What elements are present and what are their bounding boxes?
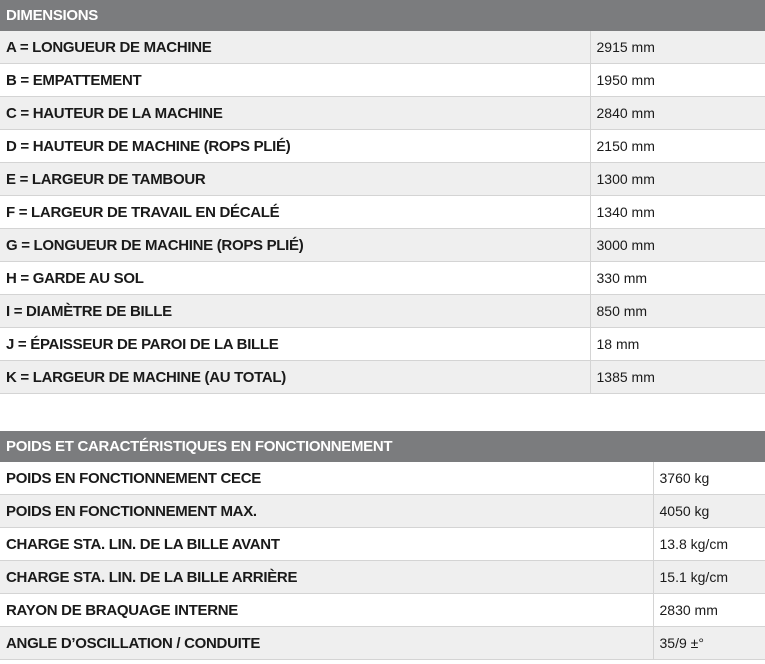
row-label: POIDS EN FONCTIONNEMENT MAX. xyxy=(0,495,653,528)
operating-weights-header-row xyxy=(0,431,765,462)
row-value: 3760 kg xyxy=(653,462,765,495)
dimensions-header-row xyxy=(0,0,765,31)
row-label: G = LONGUEUR DE MACHINE (ROPS PLIÉ) xyxy=(0,229,590,262)
row-value: 13.8 kg/cm xyxy=(653,528,765,561)
operating-weights-row xyxy=(0,561,765,594)
row-value: 35/9 ±° xyxy=(653,627,765,660)
row-value: 4050 kg xyxy=(653,495,765,528)
operating-weights-title: POIDS ET CARACTÉRISTIQUES EN FONCTIONNEMENT xyxy=(0,431,765,462)
row-label: C = HAUTEUR DE LA MACHINE xyxy=(0,97,590,130)
row-value: 850 mm xyxy=(590,295,765,328)
row-label: D = HAUTEUR DE MACHINE (ROPS PLIÉ) xyxy=(0,130,590,163)
row-label: RAYON DE BRAQUAGE INTERNE xyxy=(0,594,653,627)
row-value: 2840 mm xyxy=(590,97,765,130)
row-label: J = ÉPAISSEUR DE PAROI DE LA BILLE xyxy=(0,328,590,361)
row-label: POIDS EN FONCTIONNEMENT CECE xyxy=(0,462,653,495)
operating-weights-row xyxy=(0,528,765,561)
dimensions-row-b xyxy=(0,64,765,97)
row-label: CHARGE STA. LIN. DE LA BILLE AVANT xyxy=(0,528,653,561)
dimensions-row-c xyxy=(0,97,765,130)
row-label: F = LARGEUR DE TRAVAIL EN DÉCALÉ xyxy=(0,196,590,229)
dimensions-row-e xyxy=(0,163,765,196)
dimensions-row-h xyxy=(0,262,765,295)
dimensions-row-j xyxy=(0,328,765,361)
dimensions-row-f xyxy=(0,196,765,229)
row-label: CHARGE STA. LIN. DE LA BILLE ARRIÈRE xyxy=(0,561,653,594)
row-value: 1950 mm xyxy=(590,64,765,97)
row-label: H = GARDE AU SOL xyxy=(0,262,590,295)
row-value: 330 mm xyxy=(590,262,765,295)
row-label: A = LONGUEUR DE MACHINE xyxy=(0,31,590,64)
dimensions-row-i xyxy=(0,295,765,328)
row-label: ANGLE D’OSCILLATION / CONDUITE xyxy=(0,627,653,660)
operating-weights-row xyxy=(0,627,765,660)
dimensions-row-g xyxy=(0,229,765,262)
row-value: 3000 mm xyxy=(590,229,765,262)
row-value: 2830 mm xyxy=(653,594,765,627)
row-value: 1385 mm xyxy=(590,361,765,394)
dimensions-title: DIMENSIONS xyxy=(0,0,765,31)
operating-weights-table xyxy=(0,431,765,660)
dimensions-row-a xyxy=(0,31,765,64)
row-value: 2915 mm xyxy=(590,31,765,64)
row-value: 1300 mm xyxy=(590,163,765,196)
row-value: 18 mm xyxy=(590,328,765,361)
row-label: K = LARGEUR DE MACHINE (AU TOTAL) xyxy=(0,361,590,394)
dimensions-row-d xyxy=(0,130,765,163)
row-label: E = LARGEUR DE TAMBOUR xyxy=(0,163,590,196)
row-label: B = EMPATTEMENT xyxy=(0,64,590,97)
operating-weights-row xyxy=(0,495,765,528)
operating-weights-row xyxy=(0,594,765,627)
row-value: 2150 mm xyxy=(590,130,765,163)
row-label: I = DIAMÈTRE DE BILLE xyxy=(0,295,590,328)
dimensions-row-k xyxy=(0,361,765,394)
row-value: 1340 mm xyxy=(590,196,765,229)
row-value: 15.1 kg/cm xyxy=(653,561,765,594)
operating-weights-row xyxy=(0,462,765,495)
